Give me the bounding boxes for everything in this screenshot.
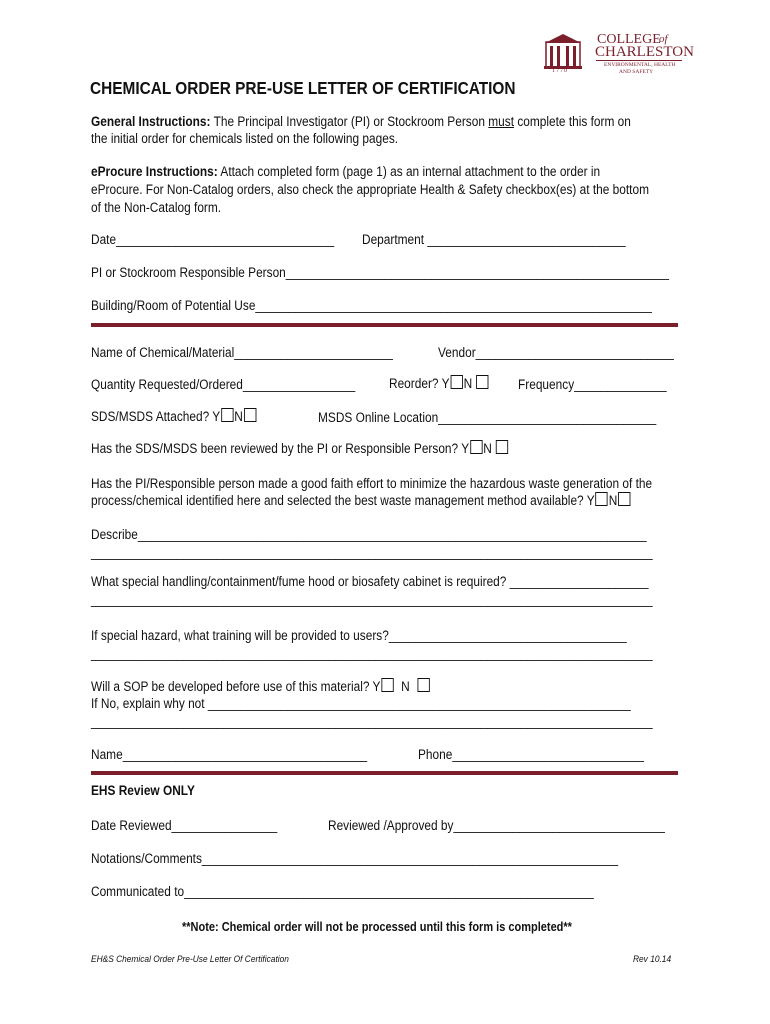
sds-reviewed-yes-checkbox[interactable] xyxy=(470,440,482,454)
special-handling-field-line2[interactable]: _____________________________________________________________________________________ xyxy=(91,592,653,607)
good-faith-no-label: N xyxy=(608,493,618,508)
section-divider-top xyxy=(91,323,678,327)
good-faith-yes-checkbox[interactable] xyxy=(596,492,608,506)
reviewed-approved-by-field[interactable]: Reviewed /Approved by________________________________ xyxy=(328,818,665,833)
eprocure-instructions-text: Attach completed form (page 1) as an internal attachment to the order in xyxy=(220,164,601,179)
sds-attached-question xyxy=(91,408,257,425)
sop-label: Will a SOP be developed before use of this material? Y xyxy=(91,679,381,694)
general-instructions-label: General Instructions: xyxy=(91,114,211,129)
pi-responsible-person-field[interactable]: PI or Stockroom Responsible Person__________________________________________________________ xyxy=(91,265,670,280)
reorder-yes-checkbox[interactable] xyxy=(450,375,462,389)
sop-explain-field[interactable]: If No, explain why not ________________________________________________________________ xyxy=(91,696,631,711)
section-divider-ehs xyxy=(91,771,678,775)
notations-comments-field[interactable]: Notations/Comments_______________________________________________________________ xyxy=(91,851,619,866)
good-faith-question-line1: Has the PI/Responsible person made a good faith effort to minimize the hazardous waste generation of the xyxy=(91,476,653,491)
sop-no-checkbox[interactable] xyxy=(417,678,429,692)
sop-no-label: N xyxy=(401,679,410,694)
logo-dept-line2: AND SAFETY xyxy=(619,69,654,75)
sop-yes-checkbox[interactable] xyxy=(381,678,393,692)
phone-field[interactable]: Phone_____________________________ xyxy=(418,747,644,762)
sds-no-checkbox[interactable] xyxy=(244,408,256,422)
training-field-line2[interactable]: _____________________________________________________________________________________ xyxy=(91,646,653,661)
frequency-field[interactable]: Frequency______________ xyxy=(518,377,667,392)
logo-college: COLLEGE xyxy=(597,32,661,47)
general-instructions-text: The Principal Investigator (PI) or Stockroom Person xyxy=(213,114,485,129)
quantity-field[interactable]: Quantity Requested/Ordered_________________ xyxy=(91,377,356,392)
logo-year: 1770 xyxy=(552,68,568,74)
sop-explain-field-line2[interactable]: _____________________________________________________________________________________ xyxy=(91,714,653,729)
chemical-name-field[interactable]: Name of Chemical/Material________________________ xyxy=(91,345,393,360)
msds-online-location-field[interactable]: MSDS Online Location_________________________________ xyxy=(318,410,657,425)
reorder-no-label: N xyxy=(463,376,473,391)
eprocure-instructions-line1 xyxy=(91,164,600,180)
footer-revision: Rev 10.14 xyxy=(633,954,672,965)
describe-field[interactable]: Describe_____________________________________________________________________________ xyxy=(91,527,647,542)
logo-divider xyxy=(596,60,682,61)
sop-question xyxy=(91,678,430,695)
sds-yes-checkbox[interactable] xyxy=(221,408,233,422)
sds-reviewed-no-checkbox[interactable] xyxy=(496,440,508,454)
name-field[interactable]: Name_____________________________________ xyxy=(91,747,368,762)
must-word: must xyxy=(488,114,515,129)
sds-reviewed-question xyxy=(91,440,509,457)
completion-note: **Note: Chemical order will not be processed until this form is completed** xyxy=(182,920,572,934)
general-instructions-line1 xyxy=(91,114,631,130)
eprocure-instructions-line2: eProcure. For Non-Catalog orders, also check the appropriate Health & Safety checkbox(es) at the bottom xyxy=(91,182,649,197)
logo-of: of xyxy=(659,33,668,45)
describe-field-line2[interactable]: _____________________________________________________________________________________ xyxy=(91,545,653,560)
footer-form-name: EH&S Chemical Order Pre-Use Letter Of Certification xyxy=(91,954,289,965)
ehs-review-heading: EHS Review ONLY xyxy=(91,783,195,798)
date-field[interactable]: Date_________________________________ xyxy=(91,232,335,247)
college-logo xyxy=(544,32,694,76)
building-room-field[interactable]: Building/Room of Potential Use____________________________________________________________ xyxy=(91,298,652,313)
form-title: CHEMICAL ORDER PRE-USE LETTER OF CERTIFICATION xyxy=(90,78,516,98)
general-instructions-text-b: complete this form on xyxy=(517,114,631,129)
department-field[interactable]: Department ______________________________ xyxy=(362,232,626,247)
reorder-no-checkbox[interactable] xyxy=(476,375,488,389)
training-field[interactable]: If special hazard, what training will be provided to users?____________________________________ xyxy=(91,628,627,643)
general-instructions-line2: the initial order for chemicals listed on the following pages. xyxy=(91,131,399,146)
eprocure-instructions-line3: of the Non-Catalog form. xyxy=(91,200,222,215)
eprocure-instructions-label: eProcure Instructions: xyxy=(91,164,218,179)
sds-attached-label: SDS/MSDS Attached? Y xyxy=(91,409,221,424)
good-faith-question-line2 xyxy=(91,492,631,509)
logo-charleston: CHARLESTON xyxy=(595,44,694,60)
reorder-label: Reorder? Y xyxy=(389,376,450,391)
vendor-field[interactable]: Vendor______________________________ xyxy=(438,345,674,360)
logo-dept-line1: ENVIRONMENTAL, HEALTH xyxy=(604,62,676,68)
communicated-to-field[interactable]: Communicated to______________________________________________________________ xyxy=(91,884,594,899)
good-faith-no-checkbox[interactable] xyxy=(618,492,630,506)
date-reviewed-field[interactable]: Date Reviewed________________ xyxy=(91,818,278,833)
sds-no-label: N xyxy=(234,409,243,424)
good-faith-label: process/chemical identified here and selected the best waste management method available? Y xyxy=(91,493,595,508)
special-handling-field[interactable]: What special handling/containment/fume hood or biosafety cabinet is required? _____________________ xyxy=(91,574,649,589)
sds-reviewed-no-label: N xyxy=(483,441,492,456)
reorder-question xyxy=(389,375,490,392)
sds-reviewed-label: Has the SDS/MSDS been reviewed by the PI or Responsible Person? Y xyxy=(91,441,470,456)
